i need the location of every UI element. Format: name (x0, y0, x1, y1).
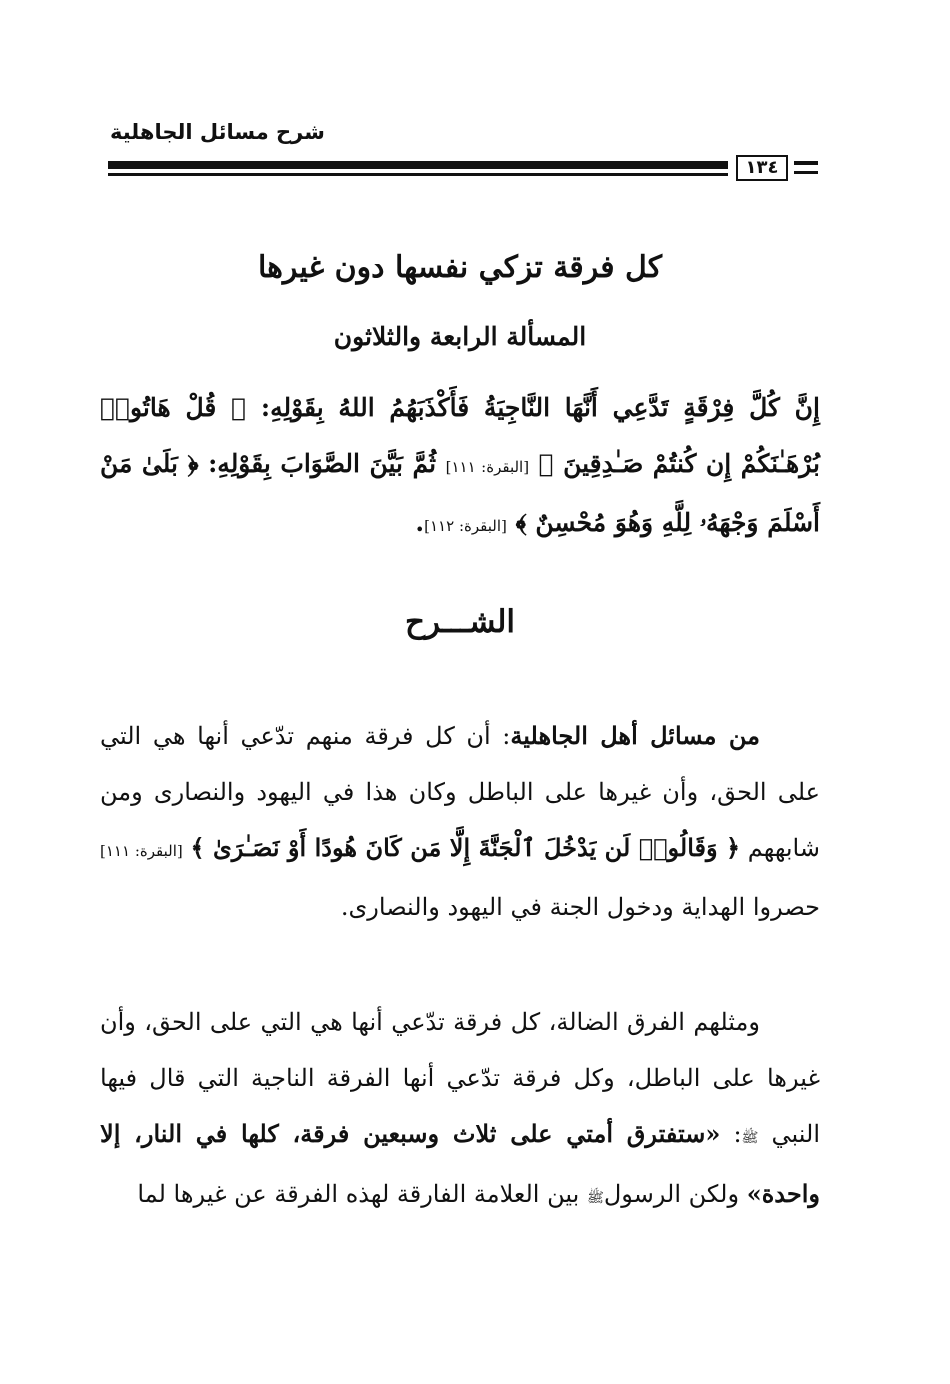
header-rule-right-top (794, 161, 818, 165)
quran-verse-1: ﴿ قُلْ هَاتُوا۟ بُرْهَـٰنَكُمْ إِن كُنتُمْ صَـٰدِقِينَ ﴾ (100, 393, 820, 478)
paragraph-1-text-end: حصروا الهداية ودخول الجنة في اليهود والنصارى. (340, 893, 820, 921)
quran-verse-2: ﴿ بَلَىٰ مَنْ أَسْلَمَ وَجْهَهُۥ لِلَّهِ وَهُوَ مُحْسِنٌ ﴾ (100, 449, 820, 537)
honorific-glyph-2: ﷺ (586, 1190, 604, 1206)
verse-reference-3: [البقرة: ١١١] (100, 842, 183, 860)
hadith-quote: «ستفترق أمتي على ثلاث وسبعين فرقة، كلها في النار، إلا واحدة» (100, 1119, 820, 1208)
running-header-book-title: شرح مسائل الجاهلية (110, 120, 325, 144)
honorific-glyph: ﷺ (741, 1130, 759, 1146)
paragraph-2 (100, 994, 820, 1226)
paragraph-1-bold-intro: من مسائل أهل الجاهلية (510, 721, 760, 750)
paragraph-1 (100, 708, 820, 935)
paragraph-2-text-b: ولكن الرسول (603, 1180, 740, 1208)
verse-reference-2: [البقرة: ١١٢] (424, 517, 507, 535)
paragraph-2-text: ومثلهم الفرق الضالة، كل فرقة تدّعي أنها هي التي على الحق، وأن غيرها على الباطل، وكل فرقة تدّعي أنها الفرقة الناجية التي قال فيها النبي (100, 1008, 820, 1148)
masala-intro: إِنَّ كُلَّ فِرْقَةٍ تَدَّعِي أَنَّهَا النَّاجِيَةُ فَأَكْذَبَهُمُ اللهُ بِقَوْلِهِ: (260, 393, 820, 422)
header-rule-thick (108, 161, 728, 169)
masala-subtitle: المسألة الرابعة والثلاثون (333, 322, 587, 351)
header-rule-thin (108, 173, 728, 176)
paragraph-2-text-c: بين العلامة الفارقة لهذه الفرقة عن غيرها لما (137, 1180, 580, 1208)
quran-verse-3: ﴿ وَقَالُوا۟ لَن يَدْخُلَ ٱلْجَنَّةَ إِلَّا مَن كَانَ هُودًا أَوْ نَصَـٰرَىٰ ﴾ (190, 833, 741, 862)
masala-end: . (415, 508, 425, 537)
header-rule-right-bottom (794, 171, 818, 174)
masala-mid: ثُمَّ بَيَّنَ الصَّوَابَ بِقَوْلِهِ: (208, 449, 437, 478)
masala-text (100, 380, 820, 554)
verse-reference-1: [البقرة: ١١١] (445, 458, 530, 476)
page-number-box: ١٣٤ (736, 155, 788, 181)
paragraph-2-colon: : (733, 1120, 742, 1148)
chapter-title: كل فرقة تزكي نفسها دون غيرها (257, 250, 663, 285)
commentary-heading: الشـــرح (404, 604, 516, 640)
paragraph-1-text: : أن كل فرقة منهم تدّعي أنها هي التي على الحق، وأن غيرها على الباطل وكان هذا في اليهود والنصارى ومن شابههم (100, 722, 820, 862)
